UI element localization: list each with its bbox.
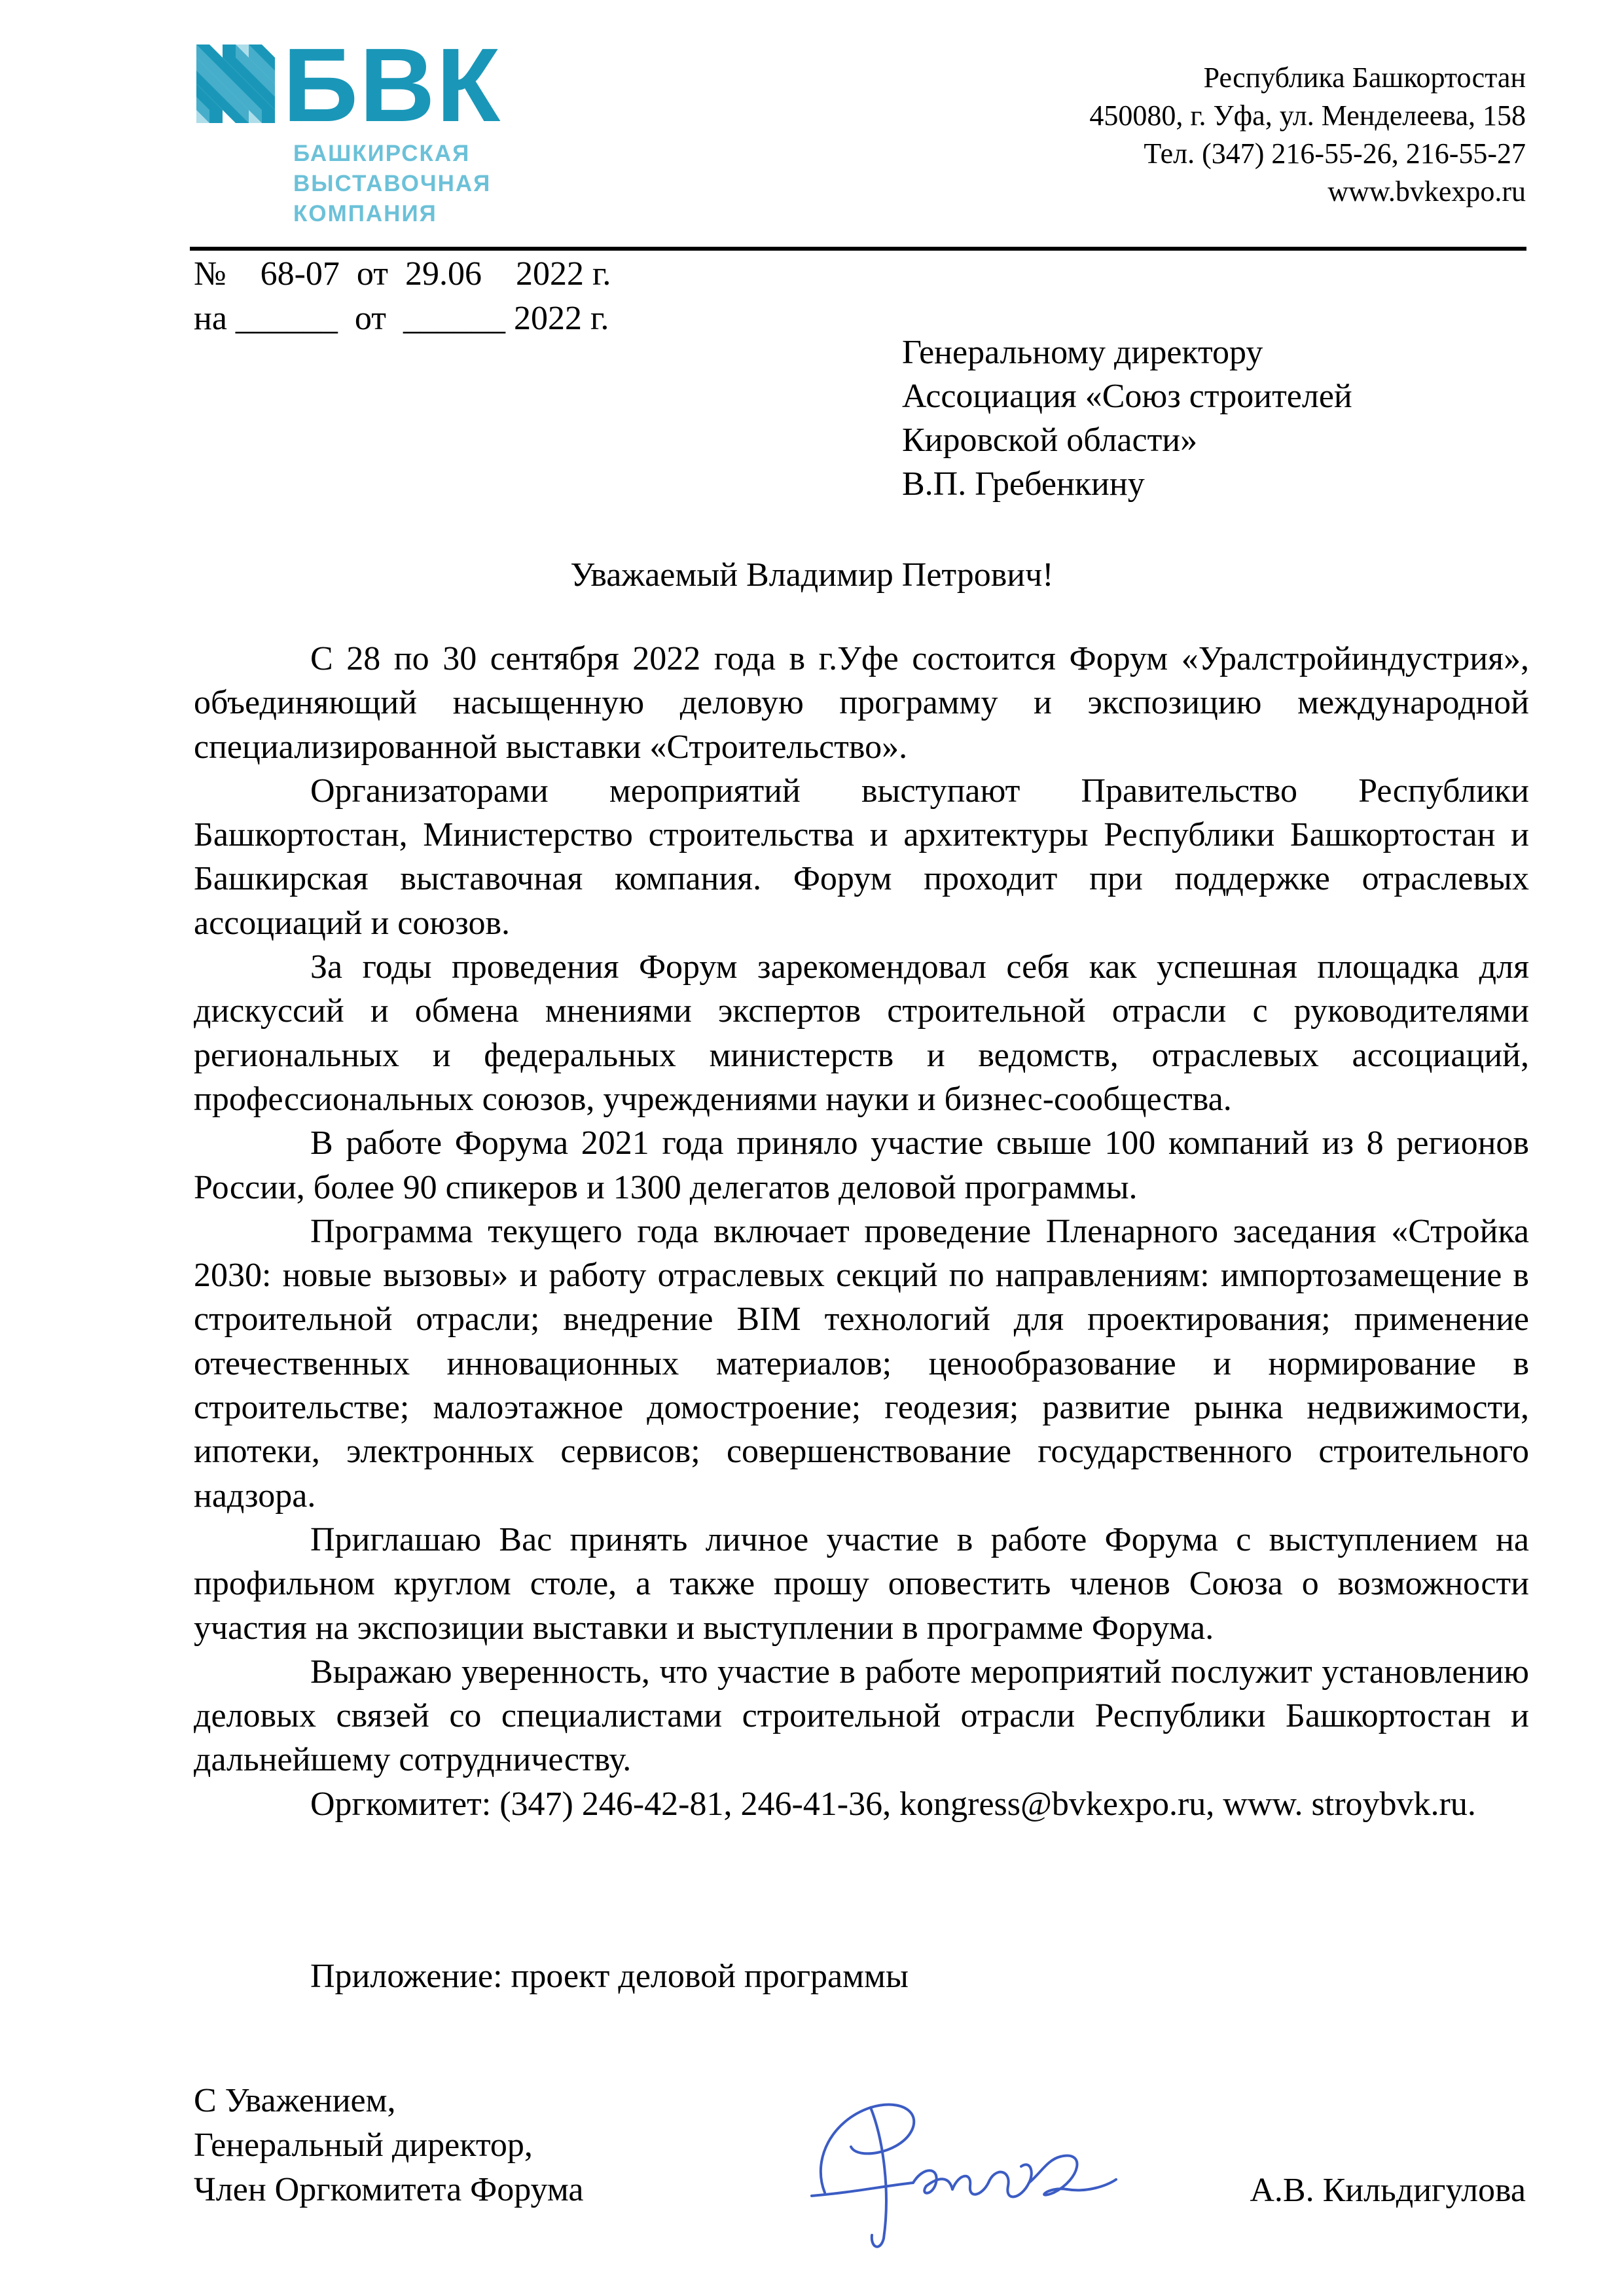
addressee-line: Ассоциация «Союз строителей xyxy=(902,378,1352,415)
letter-body xyxy=(194,637,1529,1826)
closing-line: С Уважением, xyxy=(194,2082,396,2119)
body-paragraph: Выражаю уверенность, что участие в работе мероприятий послужит установлению деловых связей со специалистами строительной отрасли Республики Башкортостан и дальнейшему сотрудничеству. xyxy=(194,1653,1529,1779)
addressee-line: Генеральному директору xyxy=(902,334,1263,371)
closing-line: Генеральный директор, xyxy=(194,2126,533,2164)
outgoing-reference: № 68-07 от 29.06 2022 г. xyxy=(194,255,611,293)
body-paragraph: Программа текущего года включает проведение Пленарного заседания «Стройка 2030: новые вызовы» и работу отраслевых секций по направлениям: импортозамещение в строительной отрасли; внедрение BIM технологий для проектирования; применение отечественных инновационных материалов; ценообразование и нормирование в строительстве; малоэтажное домостроение; геодезия; развитие рынка недвижимости, ипотеки, электронных сервисов; совершенствование государственного строительного надзора. xyxy=(194,1212,1529,1515)
reference-block xyxy=(194,252,611,341)
sender-region: Республика Башкортостан xyxy=(1203,62,1526,94)
closing-line: Член Оргкомитета Форума xyxy=(194,2171,584,2208)
body-paragraph: В работе Форума 2021 года приняло участие свыше 100 компаний из 8 регионов России, более 90 спикеров и 1300 делегатов деловой программы. xyxy=(194,1124,1529,1206)
signer-name: А.В. Кильдигулова xyxy=(1250,2172,1526,2209)
logo-wordmark: БВК xyxy=(283,26,502,143)
logo-subtitle-line: БАШКИРСКАЯ xyxy=(293,141,471,166)
addressee-line: Кировской области» xyxy=(902,422,1198,459)
closing-block xyxy=(194,2079,584,2212)
sender-phone: Тел. (347) 216-55-26, 216-55-27 xyxy=(1144,137,1526,170)
body-paragraph: С 28 по 30 сентября 2022 года в г.Уфе состоится Форум «Уралстройиндустрия», объединяющий насыщенную деловую программу и экспозицию международной специализированной выставки «Строительство». xyxy=(194,640,1529,766)
sender-address: 450080, г. Уфа, ул. Менделеева, 158 xyxy=(1089,99,1526,132)
attachment-note: Приложение: проект деловой программы xyxy=(310,1958,909,1995)
body-paragraph: Приглашаю Вас принять личное участие в работе Форума с выступлением на профильном круглом столе, а также прошу оповестить членов Союза о возможности участия на экспозиции выставки и выступлении в программе Форума. xyxy=(194,1520,1529,1647)
addressee-block xyxy=(902,331,1352,506)
handwritten-signature xyxy=(772,2062,1139,2258)
sender-website: www.bvkexpo.ru xyxy=(1327,175,1526,207)
logo-subtitle xyxy=(293,139,491,229)
salutation: Уважаемый Владимир Петрович! xyxy=(570,556,1054,594)
logo-stripes-icon xyxy=(196,45,275,123)
header-divider xyxy=(190,247,1526,251)
body-paragraph: Организаторами мероприятий выступают Правительство Республики Башкортостан, Министерство строительства и архитектуры Республики Башкортостан и Башкирская выставочная компания. Форум проходит при поддержке отраслевых ассоциаций и союзов. xyxy=(194,772,1529,942)
addressee-line: В.П. Гребенкину xyxy=(902,465,1145,503)
logo-subtitle-line: ВЫСТАВОЧНАЯ xyxy=(293,171,492,196)
contact-paragraph: Оргкомитет: (347) 246-42-81, 246-41-36, kongress@bvkexpo.ru, www. stroybvk.ru. xyxy=(310,1785,1476,1823)
incoming-reference: на ______ от ______ 2022 г. xyxy=(194,300,609,337)
logo-subtitle-line: КОМПАНИЯ xyxy=(293,201,437,226)
body-paragraph: За годы проведения Форум зарекомендовал себя как успешная площадка для дискуссий и обмена мнениями экспертов строительной отрасли с руководителями региональных и федеральных министерств и ведомств, отраслевых ассоциаций, профессиональных союзов, учреждениями науки и бизнес-сообщества. xyxy=(194,948,1529,1118)
sender-address-block xyxy=(1089,59,1526,211)
